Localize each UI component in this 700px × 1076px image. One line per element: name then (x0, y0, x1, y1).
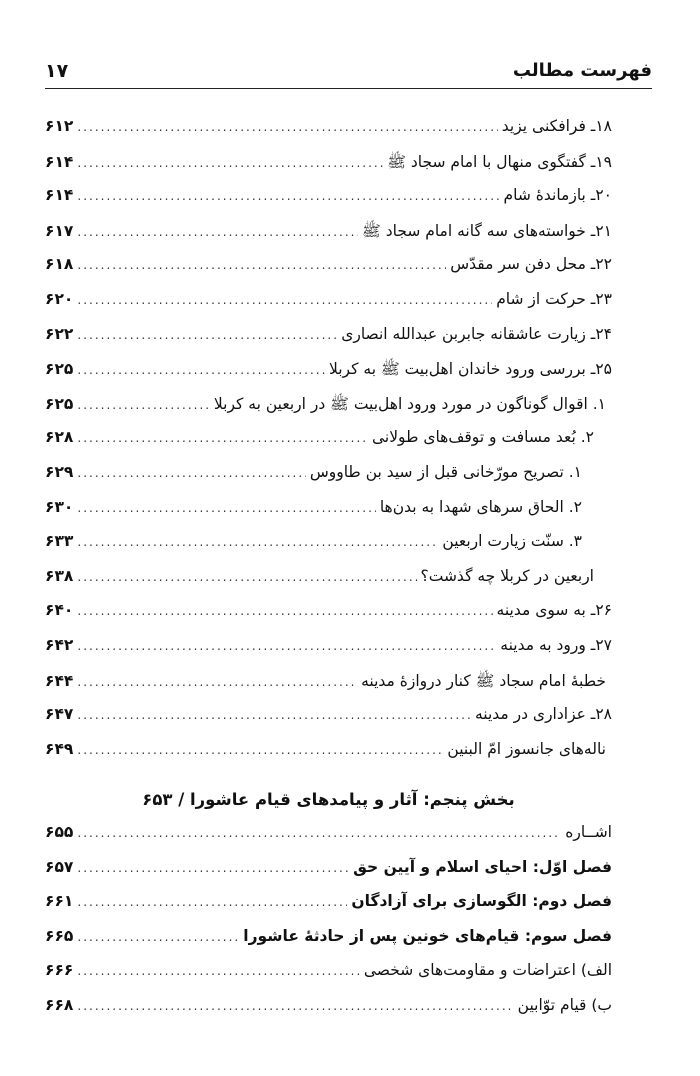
toc-entry (45, 636, 612, 671)
toc-entry (45, 823, 612, 858)
toc-entry-page: ۶۳۰ (45, 497, 74, 516)
toc-subentry (45, 740, 612, 775)
toc-entry (45, 325, 612, 360)
dot-leader (77, 861, 349, 875)
toc-entry (45, 152, 612, 187)
toc-entry-page: ۶۶۵ (45, 926, 74, 945)
toc-entry-label: اشــاره (565, 823, 612, 841)
toc-entry-label: ۲۵ـ بررسی ورود خاندان اهل‌بیت ﷺ به کربلا (328, 360, 612, 379)
toc-entry-label: ۱۹ـ گفتگوی منهال با امام سجاد ﷺ (387, 152, 612, 171)
toc-entry-page: ۶۲۵ (45, 394, 74, 413)
toc-entry-page: ۶۱۷ (45, 221, 74, 240)
dot-leader (77, 189, 499, 203)
toc-chapter-entry (45, 858, 612, 893)
toc-entry-page: ۶۲۵ (45, 360, 74, 379)
toc-entry (45, 601, 612, 636)
dot-leader (77, 604, 492, 618)
toc-entry-label: فصل اوّل: احیای اسلام و آیین حق (353, 857, 612, 876)
toc-entry (45, 186, 612, 221)
toc-entry-page: ۶۲۹ (45, 462, 74, 481)
dot-leader (77, 363, 325, 377)
toc-entry-page: ۶۲۸ (45, 428, 74, 447)
toc-entry (45, 996, 612, 1031)
dot-leader (77, 708, 471, 722)
toc-entry-label: ب) قیام توّابین (517, 995, 612, 1014)
toc-entry-page: ۶۵۵ (45, 823, 74, 841)
dot-leader (77, 639, 496, 653)
toc-subentry (45, 463, 612, 498)
toc-entry-label: ۱۸ـ فرافکنی یزید (501, 117, 612, 135)
toc-entry (45, 221, 612, 256)
dot-leader (77, 895, 347, 909)
toc-entry (45, 117, 612, 152)
toc-entry-label: ۳. سنّت زیارت اربعین (442, 532, 582, 551)
toc-entry-page: ۶۳۳ (45, 532, 74, 551)
toc-entry (45, 961, 612, 996)
dot-leader (77, 156, 383, 170)
toc-entry-page: ۶۶۸ (45, 995, 74, 1014)
dot-leader (77, 501, 375, 515)
dot-leader (77, 535, 438, 549)
toc-entry-page: ۶۴۷ (45, 705, 74, 724)
toc-entry-label: ۲. الحاق سرهای شهدا به بدن‌ها (379, 497, 582, 516)
toc-subentry (45, 428, 612, 463)
dot-leader (77, 826, 561, 840)
dot-leader (77, 258, 446, 272)
toc-entry-label: ۲۰ـ بازماندهٔ شام (503, 186, 612, 205)
dot-leader (77, 964, 359, 978)
toc-entry-page: ۶۴۹ (45, 739, 74, 758)
toc-entry-page: ۶۲۰ (45, 289, 74, 308)
toc-chapter-entry (45, 927, 612, 962)
toc-entry-page: ۶۳۸ (45, 566, 74, 585)
toc-entry-label: ۲۶ـ به سوی مدینه (496, 601, 612, 620)
dot-leader (77, 466, 305, 480)
dot-leader (77, 328, 337, 342)
toc-entry (45, 290, 612, 325)
toc-entry-page: ۶۲۲ (45, 324, 74, 343)
header-title: فهرست مطالب (512, 60, 652, 81)
dot-leader (77, 398, 210, 412)
toc-entry-label: ۲. بُعد مسافت و توقف‌های طولانی (371, 428, 594, 447)
toc-subentry (45, 498, 612, 533)
toc-entry-label: ۲۲ـ محل دفن سر مقدّس (450, 255, 612, 274)
toc-chapter-entry (45, 892, 612, 927)
dot-leader (77, 743, 443, 757)
toc-entry-label: ۲۴ـ زیارت عاشقانه جابربن عبدالله انصاری (341, 324, 612, 343)
dot-leader (77, 999, 513, 1013)
toc-list-part4 (45, 117, 612, 774)
toc-entry (45, 255, 612, 290)
dot-leader (77, 930, 239, 944)
toc-entry (45, 705, 612, 740)
toc-entry-label: ۱. تصریح مورّخانی قبل از سید بن طاووس (309, 462, 582, 481)
toc-entry-page: ۶۴۰ (45, 601, 74, 620)
toc-entry-label: ۱. اقوال گوناگون در مورد ورود اهل‌بیت ﷺ در اربعین به کربلا (213, 394, 606, 413)
toc-entry-page: ۶۱۴ (45, 152, 74, 171)
dot-leader (77, 570, 416, 584)
toc-entry-label: ۲۸ـ عزاداری در مدینه (474, 705, 612, 724)
toc-list-part5 (45, 823, 612, 1031)
toc-entry-label: اربعین در کربلا چه گذشت؟ (420, 566, 594, 585)
toc-entry-label: الف) اعتراضات و مقاومت‌های شخصی (363, 961, 612, 980)
toc-entry-label: فصل سوم: قیام‌های خونین پس از حادثهٔ عاشورا (243, 926, 612, 945)
toc-entry-page: ۶۴۴ (45, 671, 74, 690)
dot-leader (77, 293, 492, 307)
toc-entry-label: خطبهٔ امام سجاد ﷺ کنار دروازهٔ مدینه (361, 671, 606, 690)
dot-leader (77, 120, 497, 134)
page-header (45, 58, 652, 89)
toc-entry-page: ۶۶۶ (45, 961, 74, 980)
part-heading: بخش پنجم: آثار و پیامدهای قیام عاشورا / ۶۵۳ (142, 790, 515, 809)
toc-entry-page: ۶۱۲ (45, 117, 74, 135)
toc-entry-label: فصل دوم: الگوسازی برای آزادگان (351, 892, 612, 911)
toc-entry-label: ناله‌های جانسوز امّ البنین (447, 739, 606, 758)
toc-subentry (45, 394, 612, 429)
toc-subentry (45, 567, 612, 602)
toc-entry-page: ۶۴۲ (45, 635, 74, 654)
dot-leader (77, 675, 357, 689)
toc-entry-label: ۲۱ـ خواسته‌های سه گانه امام سجاد ﷺ (362, 221, 612, 240)
toc-entry-label: ۲۳ـ حرکت از شام (496, 289, 612, 308)
page-number: ۱۷ (45, 60, 69, 82)
toc-entry-page: ۶۶۱ (45, 892, 74, 911)
toc-entry-page: ۶۱۴ (45, 186, 74, 205)
toc-entry (45, 359, 612, 394)
toc-subentry (45, 671, 612, 706)
dot-leader (77, 225, 358, 239)
toc-entry-page: ۶۵۷ (45, 857, 74, 876)
toc-entry-label: ۲۷ـ ورود به مدینه (500, 635, 612, 654)
toc-entry-page: ۶۱۸ (45, 255, 74, 274)
toc-subentry (45, 532, 612, 567)
dot-leader (77, 431, 368, 445)
